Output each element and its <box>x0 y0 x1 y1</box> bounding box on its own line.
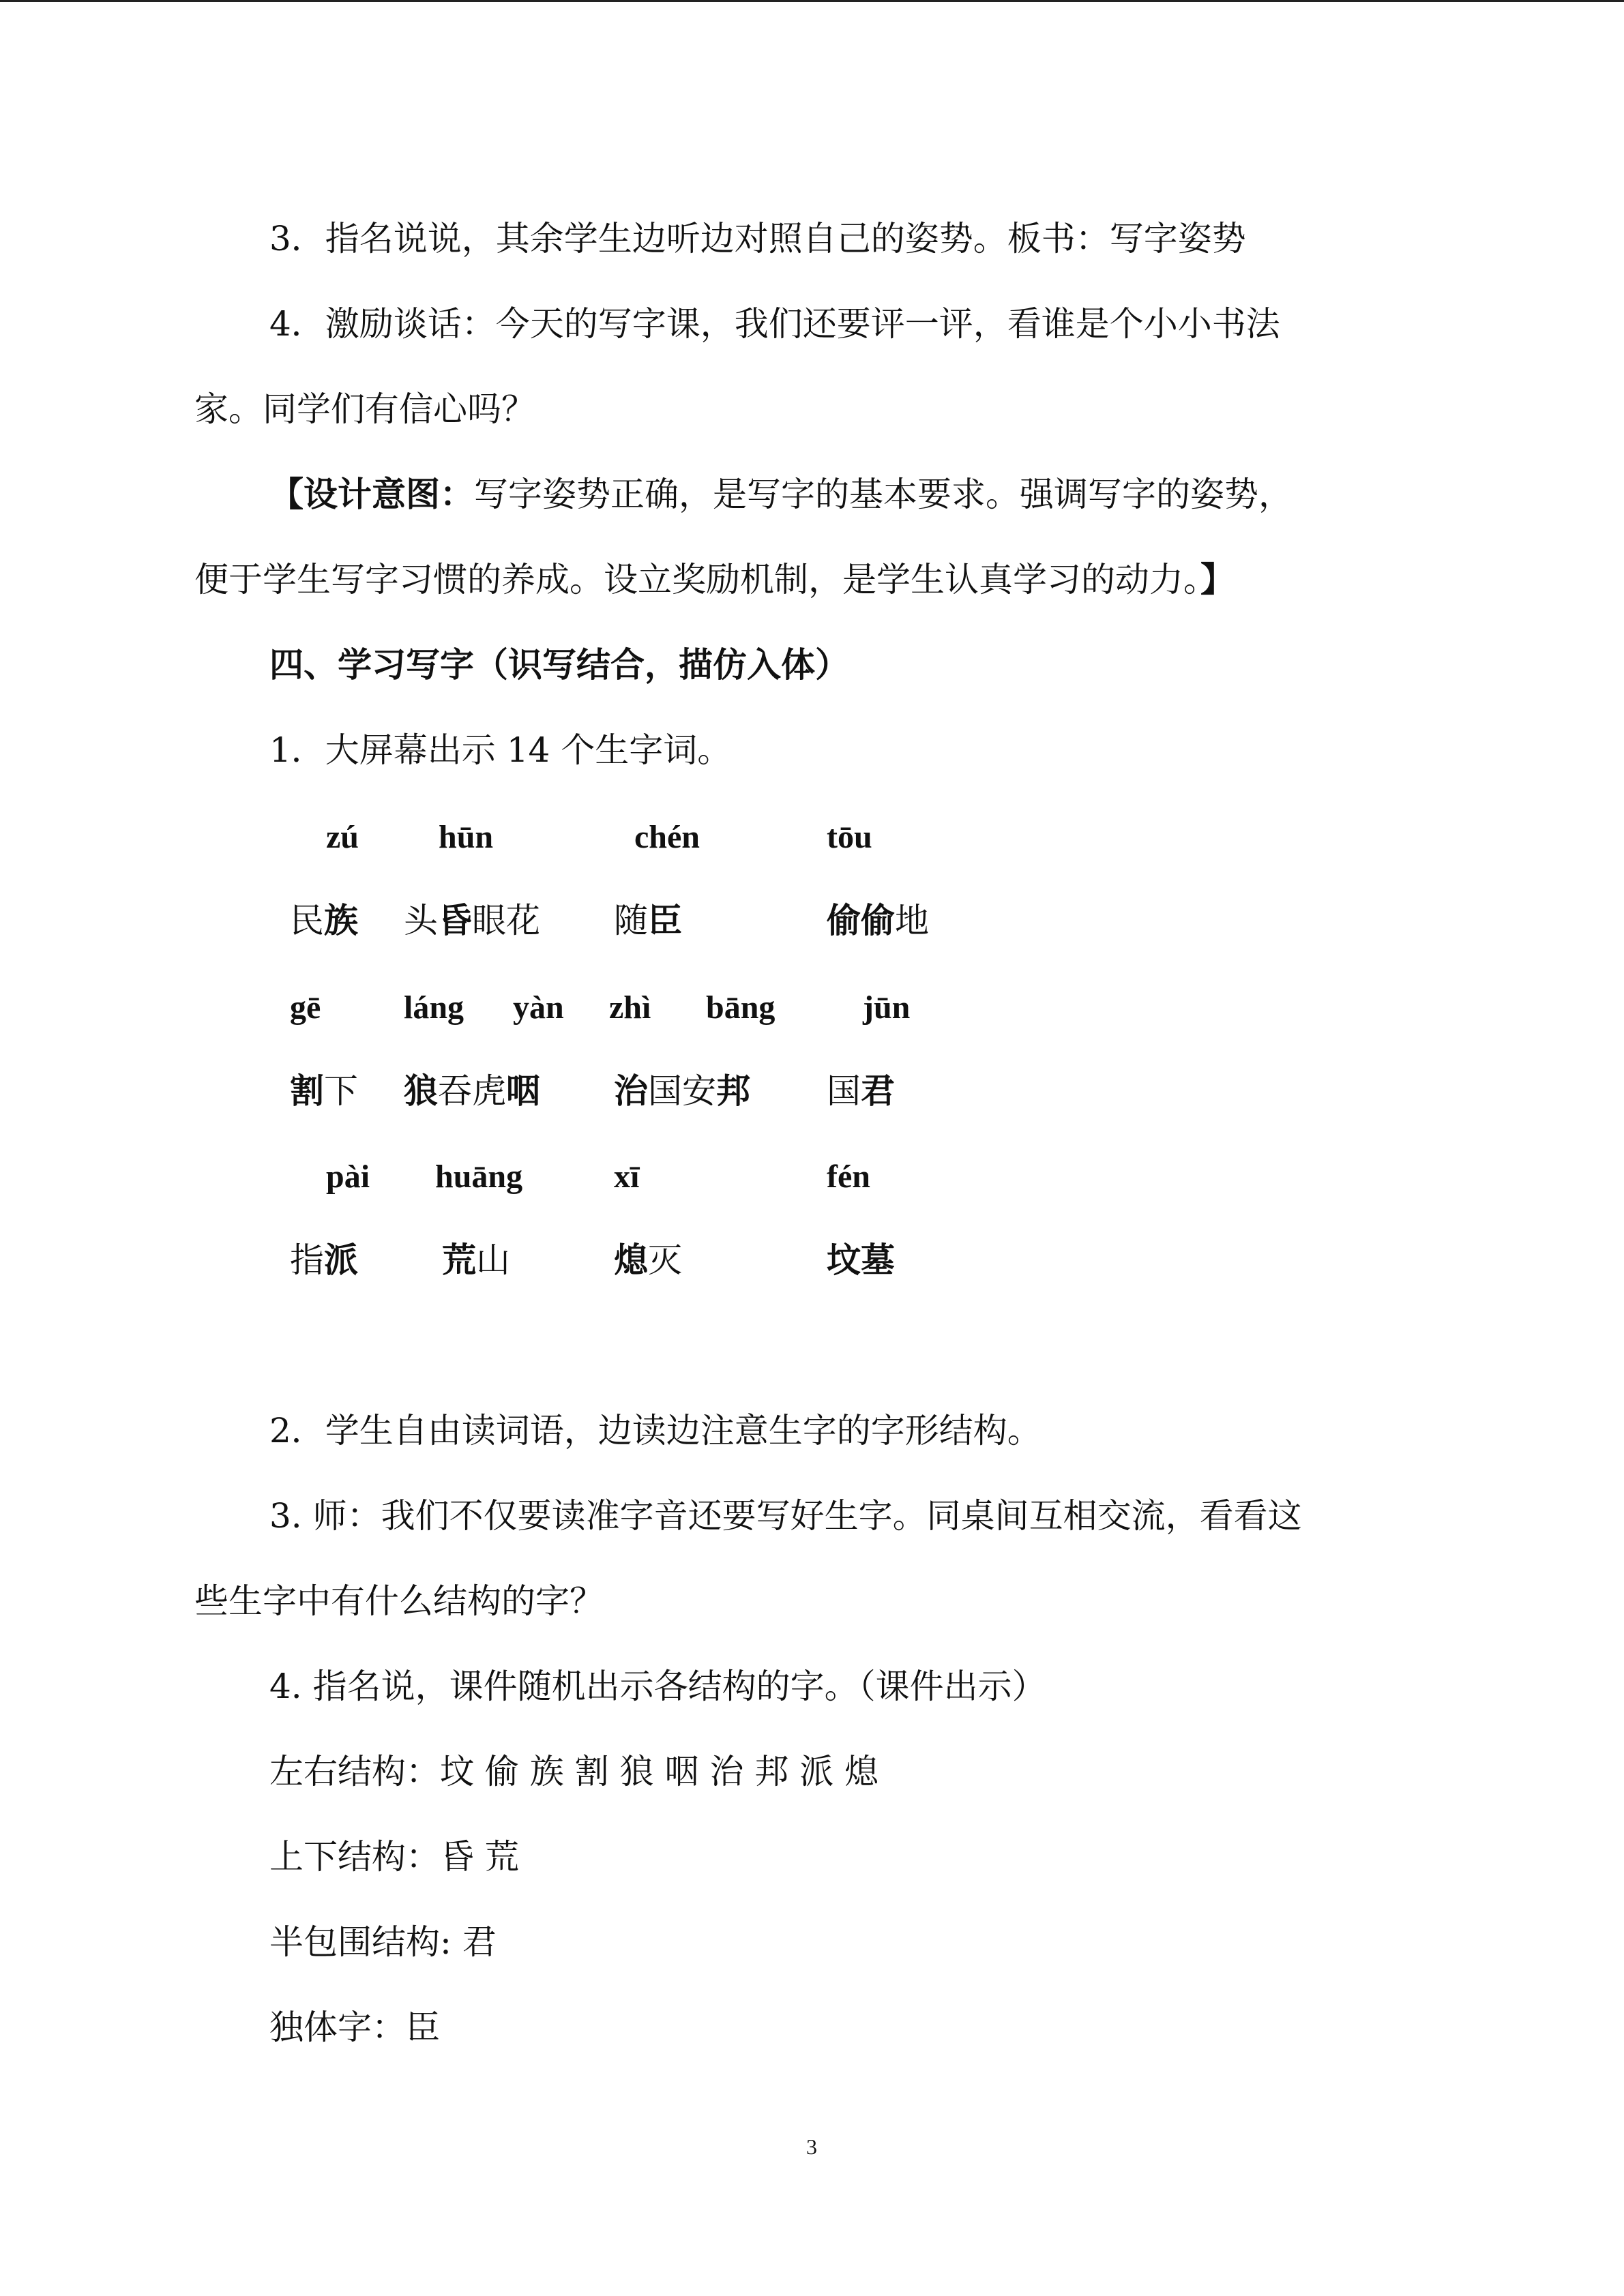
pinyin-fen: fén <box>827 1159 870 1195</box>
word-huangshan: 荒山 <box>442 1240 510 1280</box>
structure-top-bottom: 上下结构：昏 荒 <box>269 1837 519 1877</box>
pinyin-hun: hūn <box>439 819 494 855</box>
section-heading: 四、学习写字（识写结合，描仿入体） <box>269 644 849 685</box>
pinyin-yan: yàn <box>513 989 564 1026</box>
structure-half-enclosed: 半包围结构: 君 <box>269 1922 497 1962</box>
pinyin-chen: chén <box>634 819 700 855</box>
paragraph-step-4-line2: 家。同学们有信心吗？ <box>194 389 535 429</box>
word-zhipai: 指派 <box>290 1240 358 1280</box>
pinyin-zhi: zhì <box>609 989 651 1026</box>
word-touhunyanhua: 头昏眼花 <box>404 900 540 940</box>
pinyin-xi: xī <box>614 1159 640 1195</box>
pinyin-ge: gē <box>290 989 321 1026</box>
design-intent-text-a: 写字姿势正确，是写字的基本要求。强调写字的姿势， <box>474 475 1293 514</box>
paragraph-step-4-line1: 4．激励谈话：今天的写字课，我们还要评一评，看谁是个小小书法 <box>269 304 1280 344</box>
paragraph-step-3: 3．指名说说，其余学生边听边对照自己的姿势。板书：写字姿势 <box>269 219 1246 258</box>
design-intent-text-b: 便于学生写字习惯的养成。设立奖励机制，是学生认真学习的动力。 <box>194 560 1200 599</box>
step-3-line2: 些生字中有什么结构的字？ <box>194 1581 604 1621</box>
design-intent-line1 <box>269 474 1293 515</box>
pinyin-huang: huāng <box>435 1159 523 1195</box>
design-intent-line2 <box>194 559 1235 600</box>
word-langtunhuyan: 狼吞虎咽 <box>404 1071 540 1111</box>
step-3-line1: 3. 师：我们不仅要读准字音还要写好生字。同桌间互相交流，看看这 <box>269 1496 1302 1536</box>
word-fenmu: 坟墓 <box>827 1240 895 1280</box>
page-top-border <box>0 0 1624 2</box>
word-toutoude: 偷偷地 <box>827 900 929 940</box>
structure-left-right: 左右结构：坟 偷 族 割 狼 咽 治 邦 派 熄 <box>269 1752 879 1791</box>
design-intent-label: 【设计意图： <box>269 474 474 514</box>
pinyin-pai: pài <box>326 1159 370 1195</box>
pinyin-lang: láng <box>404 989 464 1026</box>
pinyin-jun: jūn <box>863 989 911 1026</box>
pinyin-tou: tōu <box>827 819 872 855</box>
structure-single: 独体字：臣 <box>269 2008 440 2047</box>
word-suichen: 随臣 <box>614 900 682 940</box>
step-2: 2．学生自由读词语，边读边注意生字的字形结构。 <box>269 1411 1042 1450</box>
step-1: 1．大屏幕出示 14 个生字词。 <box>269 730 732 770</box>
step-4: 4. 指名说，课件随机出示各结构的字。（课件出示） <box>269 1667 1046 1706</box>
design-intent-close: 】 <box>1200 559 1235 599</box>
word-minzu: 民族 <box>290 900 358 940</box>
word-ximie: 熄灭 <box>614 1240 682 1280</box>
pinyin-bang: bāng <box>706 989 776 1026</box>
word-guojun: 国君 <box>827 1071 895 1111</box>
pinyin-zu: zú <box>326 819 359 855</box>
page-number: 3 <box>806 2134 817 2159</box>
word-zhiguoanbang: 治国安邦 <box>614 1071 750 1111</box>
word-gexia: 割下 <box>290 1071 358 1111</box>
